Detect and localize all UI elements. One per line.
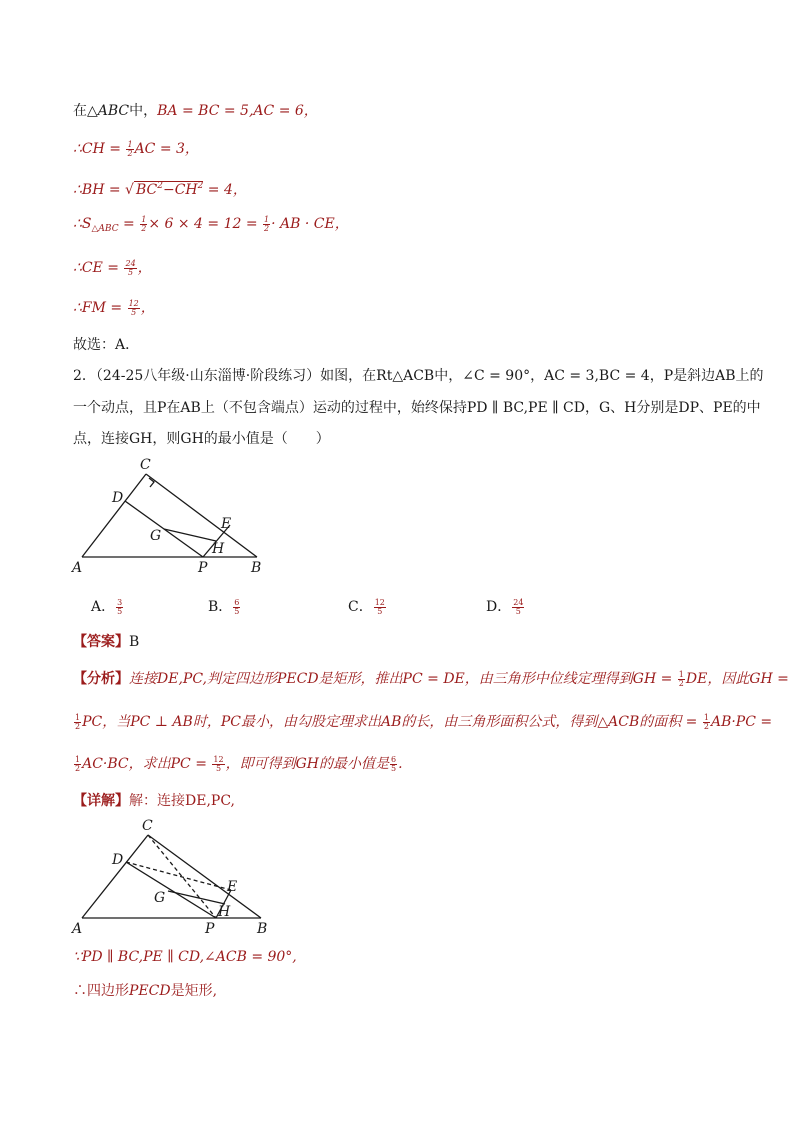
numerator: 1 [703,712,709,722]
label-g: G [154,890,166,906]
text: 中， [129,103,158,119]
sqrt-body [134,181,203,198]
text: ∴CH = [73,141,126,157]
question-line-1 [73,366,764,386]
denominator: 2 [141,223,147,233]
subscript: △ABC [91,224,119,234]
text: ∵PD ∥ BC,PE ∥ CD,∠ACB = 90°, [73,949,297,965]
choice-letter: C． [348,599,373,615]
denominator: 2 [75,763,81,773]
text: AC·BC，求出PC = [82,756,212,772]
triangle-figure-question [70,455,270,580]
text: . [398,756,403,772]
numerator: 6 [390,754,397,764]
numerator: 12 [374,597,385,607]
label-h: H [212,541,225,557]
fraction [374,599,386,616]
label-a: A [72,921,83,937]
text: ， [140,300,155,316]
analysis-line-2 [73,712,772,732]
solution-line-5 [73,258,152,278]
text: · AB · CE， [271,216,349,232]
fraction [678,671,685,688]
text: ∴S [73,216,92,232]
label-p: P [198,560,208,576]
numerator: 1 [141,214,147,224]
denominator: 5 [377,606,383,616]
analysis-line-3 [73,754,403,774]
question-line-3 [73,429,330,449]
text: AC = 3， [134,141,199,157]
text: 解：连接DE,PC, [129,793,235,809]
text: BC [135,182,158,198]
choice-b[interactable] [208,596,241,616]
fraction [124,260,136,277]
fraction [390,756,397,773]
denominator: 5 [515,606,521,616]
label-g: G [150,528,162,544]
text: 故选：A． [73,337,140,353]
fraction [263,216,270,233]
detail-line-3 [73,981,217,1001]
answer-value: B [129,634,140,650]
denominator: 2 [127,148,133,158]
solution-line-2 [73,139,199,159]
text: ，即可得到GH的最小值是 [225,756,389,772]
choice-letter: A． [91,599,116,615]
side-ac [82,474,146,557]
text: 点，连接GH，则GH的最小值是（ ） [73,431,330,447]
text: ∴四边形 [73,983,129,999]
numerator: 1 [75,754,81,764]
numerator: 3 [117,597,123,607]
numerator: 24 [125,258,136,268]
question-line-2 [73,398,761,418]
text: = [118,216,140,232]
superscript: 2 [157,181,163,191]
text: ∴CE = [73,260,124,276]
fraction [212,756,224,773]
fraction [128,300,140,317]
answer-line [73,632,139,652]
text: = 4， [203,182,247,198]
label-e: E [221,516,232,532]
label-h: H [218,904,231,920]
fraction [74,756,81,773]
text: DE，因此GH = [685,671,789,687]
text: ∴BH = [73,182,126,198]
numerator: 24 [513,597,524,607]
denominator: 5 [131,307,137,317]
denominator: 2 [75,721,81,731]
text: 一个动点，且P在AB上（不包含端点）运动的过程中，始终保持PD ∥ BC,PE ∥ CD，G、H分别是DP、PE的中 [73,400,761,416]
analysis-tag: 【分析】 [73,671,129,687]
solution-line-6 [73,298,155,318]
text: 连接DE,PC,判定四边形PECD是矩形，推出PC = DE，由三角形中位线定理得到GH = [129,671,677,687]
text: ∴FM = [73,300,127,316]
choice-a[interactable] [91,596,124,616]
label-d: D [112,490,124,506]
denominator: 5 [128,267,134,277]
denominator: 5 [234,606,240,616]
sqrt-symbol: √ [125,182,134,198]
side-ac [82,835,148,918]
segment-dp [126,862,216,918]
solution-line-3 [73,176,247,200]
numerator: 1 [678,669,684,679]
label-a: A [72,560,83,576]
text: PECD [129,983,171,999]
segment-gh [168,891,225,904]
denominator: 2 [264,223,270,233]
label-e: E [227,879,238,895]
text: 是矩形, [170,983,218,999]
label-b: B [251,560,262,576]
solution-line-1 [73,101,318,121]
denominator: 2 [703,721,709,731]
solution-line-4 [73,214,349,239]
text: PC，当PC ⊥ AB时，PC最小，由勾股定理求出AB的长，由三角形面积公式，得到△ACB的面积 = [82,714,702,730]
numerator: 12 [213,754,224,764]
choice-d[interactable] [486,596,525,616]
equation: BA = BC = 5,AC = 6， [157,103,318,119]
answer-tag: 【答案】 [73,634,129,650]
label-p: P [205,921,215,937]
triangle-label: △ABC [87,103,130,119]
numerator: 1 [75,712,81,722]
fraction [74,714,81,731]
text: AB·PC = [710,714,773,730]
denominator: 5 [117,606,123,616]
label-c: C [140,457,151,473]
detail-line-1 [73,791,235,811]
numerator: 12 [128,298,139,308]
text: 2．（24-25八年级·山东淄博·阶段练习）如图，在Rt△ACB中，∠C = 90°，AC = 3,BC = 4，P是斜边AB上的 [73,368,764,384]
label-c: C [142,818,153,834]
superscript: 2 [197,181,204,191]
choice-letter: D． [486,599,512,615]
triangle-figure-detail [70,816,280,941]
fraction [703,714,710,731]
side-cb [146,474,257,557]
text: 在 [73,103,87,119]
detail-tag: 【详解】 [73,793,129,809]
detail-line-2 [73,947,297,967]
fraction [512,599,524,616]
label-d: D [112,852,124,868]
text: × 6 × 4 = 12 = [148,216,263,232]
denominator: 5 [390,763,397,773]
fraction [140,216,147,233]
fraction [126,141,133,158]
choice-letter: B． [208,599,233,615]
denominator: 5 [215,763,222,773]
text: −CH [162,182,198,198]
text: ， [137,260,152,276]
denominator: 2 [678,678,684,688]
numerator: 1 [264,214,270,224]
label-b: B [257,921,268,937]
fraction [233,599,240,616]
choice-c[interactable] [348,596,387,616]
numerator: 6 [234,597,240,607]
numerator: 1 [127,139,133,149]
fraction [116,599,123,616]
solution-line-7 [73,335,139,355]
analysis-line-1 [73,669,789,689]
segment-de-dashed [126,862,231,890]
